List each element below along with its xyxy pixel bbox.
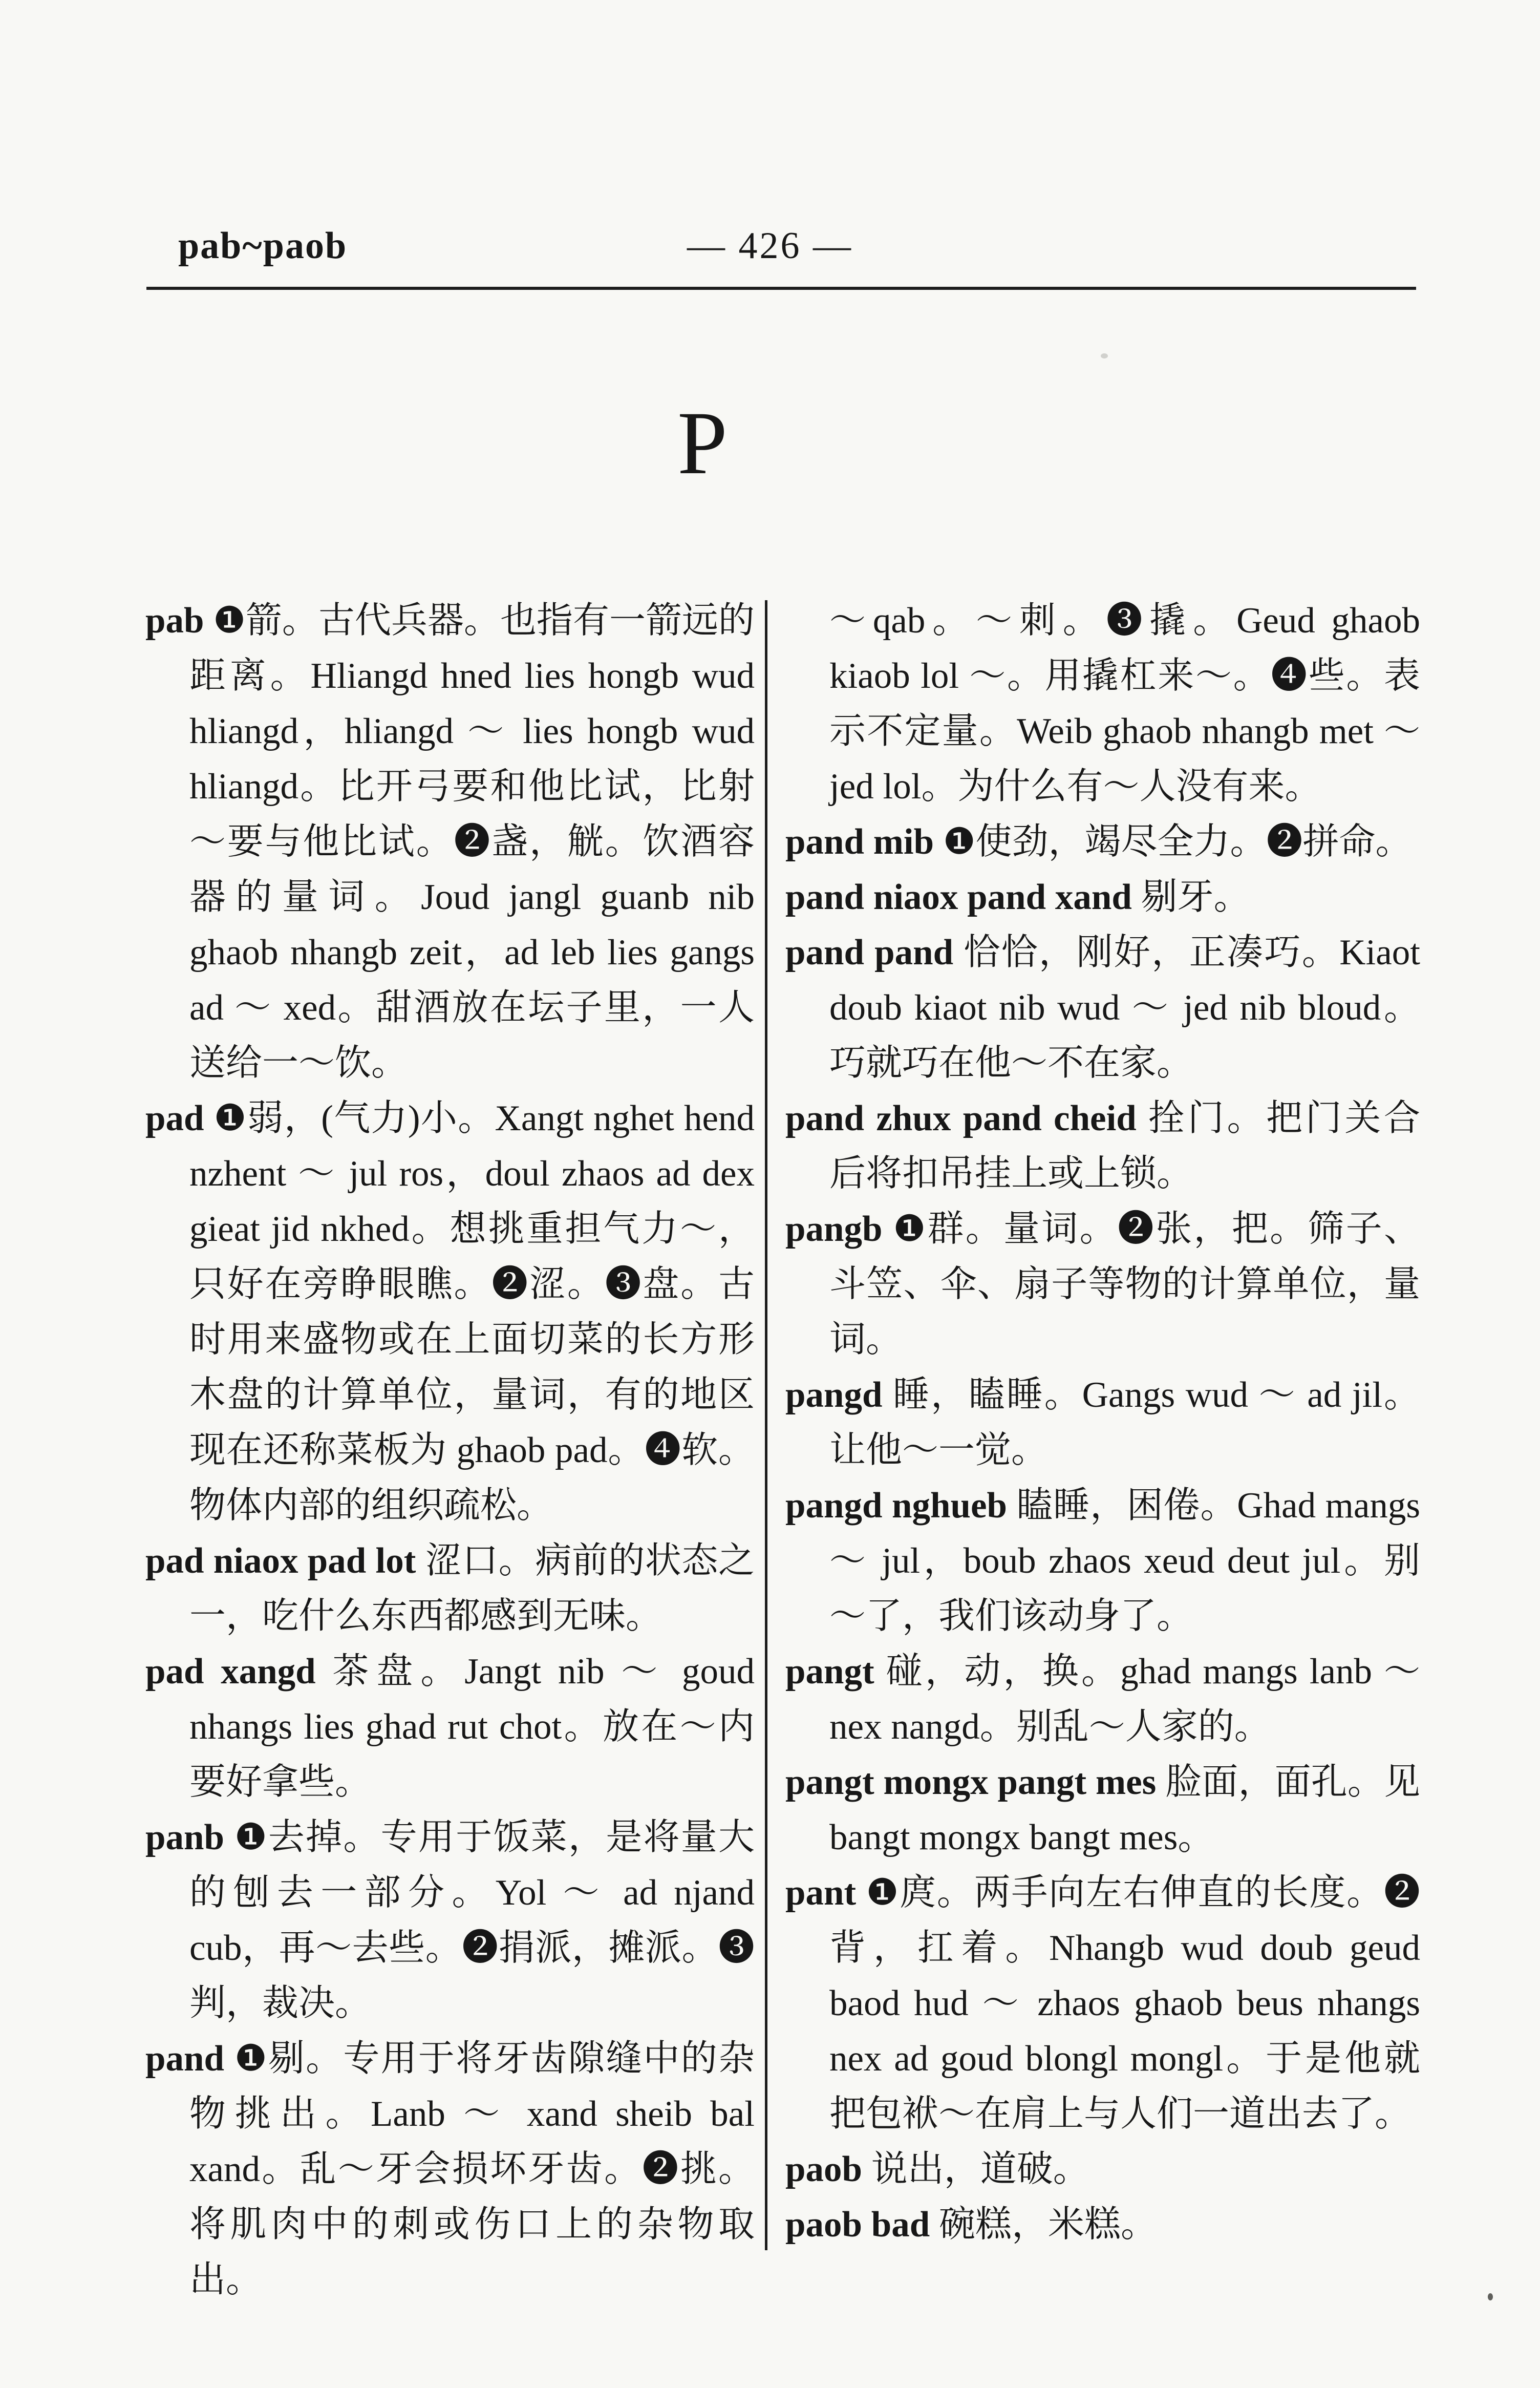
entry-body: ❶剔。专用于将牙齿隙缝中的杂物挑出。Lanb ～ xand sheib bal xand。乱～牙会损坏牙齿。❷挑。将肌肉中的刺或伤口上的杂物取出。 — [189, 2039, 755, 2300]
entry-body: ❶庹。两手向左右伸直的长度。❷背，扛着。Nhangb wud doub geud baod hud ～ zhaos ghaob beus nhangs nex ad goud blongl mongl。于是他就把包袱～在肩上与人们一道出去了。 — [829, 1873, 1420, 2134]
entry-body: 睡，瞌睡。Gangs wud ～ ad jil。让他～一觉。 — [829, 1375, 1421, 1470]
headword: pangd nghueb — [785, 1486, 1007, 1526]
headword: pand pand — [785, 933, 954, 973]
dictionary-entry — [145, 2031, 755, 2308]
entry-body: 恰恰，刚好，正凑巧。Kiaot doub kiaot nib wud ～ jed nib bloud。巧就巧在他～不在家。 — [829, 933, 1420, 1083]
right-column — [785, 593, 1420, 2252]
guide-words: pab~paob — [178, 225, 348, 267]
headword: pand zhux pand cheid — [785, 1098, 1137, 1138]
dictionary-entry — [785, 870, 1420, 925]
dictionary-entry — [785, 2197, 1420, 2252]
headword: paob bad — [785, 2205, 930, 2245]
headword: pad — [145, 1098, 204, 1138]
headword: pab — [145, 601, 204, 641]
left-column — [145, 593, 755, 2308]
entry-body: 碰，动，换。ghad mangs lanb ～ nex nangd。别乱～人家的。 — [829, 1652, 1421, 1747]
headword: paob — [785, 2149, 862, 2189]
dictionary-entry — [785, 1865, 1420, 2142]
dictionary-entry — [785, 1755, 1420, 1865]
headword: pant — [785, 1873, 857, 1913]
entry-body: 茶盘。Jangt nib ～ goud nhangs lies ghad rut chot。放在～内要好拿些。 — [189, 1652, 755, 1802]
entry-body: 脸面，面孔。见 bangt mongx bangt mes。 — [829, 1762, 1421, 1857]
entry-body: 碗糕，米糕。 — [938, 2205, 1157, 2245]
dictionary-entry — [145, 1091, 755, 1533]
header-rule — [146, 287, 1416, 290]
entry-body: ❶去掉。专用于饭菜，是将量大的刨去一部分。Yol ～ ad njand cub，再～去些。❷捐派，摊派。❸判，裁决。 — [189, 1818, 755, 2023]
dictionary-entry — [145, 1533, 755, 1644]
entry-body: 瞌睡，困倦。Ghad mangs ～ jul，boub zhaos xeud deut jul。别～了，我们该动身了。 — [829, 1486, 1420, 1636]
dictionary-entry — [785, 1201, 1420, 1367]
headword: pangd — [785, 1375, 883, 1415]
headword: pangb — [785, 1209, 883, 1249]
entry-body: 涩口。病前的状态之一，吃什么东西都感到无味。 — [189, 1541, 755, 1636]
entry-body: ❶箭。古代兵器。也指有一箭远的距离。Hliangd hned lies hongb wud hliangd，hliangd ～ lies hongb wud hliangd。比开弓要和他比试，比射～要与他比试。❷盏，觥。饮酒容器的量词。Joud jangl guanb nib ghaob nhangb zeit，ad leb lies gangs ad ～ xed。甜酒放在坛子里，一人送给一～饮。 — [189, 601, 755, 1083]
dictionary-entry — [785, 1091, 1420, 1201]
entry-body: 拴门。把门关合后将扣吊挂上或上锁。 — [829, 1098, 1420, 1194]
entry-body: 说出，道破。 — [871, 2149, 1089, 2189]
headword: pand niaox pand xand — [785, 877, 1132, 917]
dictionary-entry — [785, 1478, 1420, 1644]
section-letter: P — [677, 393, 728, 493]
dictionary-entry — [145, 1644, 755, 1810]
dictionary-entry — [785, 593, 1420, 814]
headword: pangt — [785, 1652, 874, 1692]
headword: pand mib — [785, 822, 934, 862]
dictionary-entry — [785, 1644, 1420, 1755]
headword: pad niaox pad lot — [145, 1541, 416, 1581]
entry-body: ❶使劲，竭尽全力。❷拼命。 — [943, 822, 1412, 862]
scan-speck — [1488, 2293, 1493, 2300]
entry-body: ～qab。～刺。❸撬。Geud ghaob kiaob lol ～。用撬杠来～。❹些。表示不定量。Weib ghaob nhangb met ～ jed lol。为什么有～人没有来。 — [829, 601, 1420, 807]
scan-speck — [1101, 353, 1108, 358]
dictionary-entry — [785, 1367, 1420, 1478]
dictionary-entry — [785, 925, 1420, 1091]
dictionary-entry — [145, 593, 755, 1091]
headword: pangt mongx pangt mes — [785, 1762, 1157, 1802]
column-divider — [765, 600, 767, 2250]
entry-body: ❶弱，(气力)小。Xangt nghet hend nzhent ～ jul ros，doul zhaos ad dex gieat jid nkhed。想挑重担气力～，只好在旁睁眼瞧。❷涩。❸盘。古时用来盛物或在上面切菜的长方形木盘的计算单位，量词，有的地区现在还称菜板为 ghaob pad。❹软。物体内部的组织疏松。 — [189, 1098, 755, 1526]
headword: pand — [145, 2039, 224, 2079]
page-number: — 426 — — [687, 225, 853, 267]
entry-body: ❶群。量词。❷张，把。筛子、斗笠、伞、扇子等物的计算单位，量词。 — [829, 1209, 1420, 1360]
entry-body: 剔牙。 — [1141, 877, 1250, 917]
dictionary-entry — [785, 2142, 1420, 2197]
dictionary-entry — [785, 814, 1420, 870]
headword: pad xangd — [145, 1652, 316, 1692]
dictionary-entry — [145, 1810, 755, 2031]
headword: panb — [145, 1818, 224, 1857]
